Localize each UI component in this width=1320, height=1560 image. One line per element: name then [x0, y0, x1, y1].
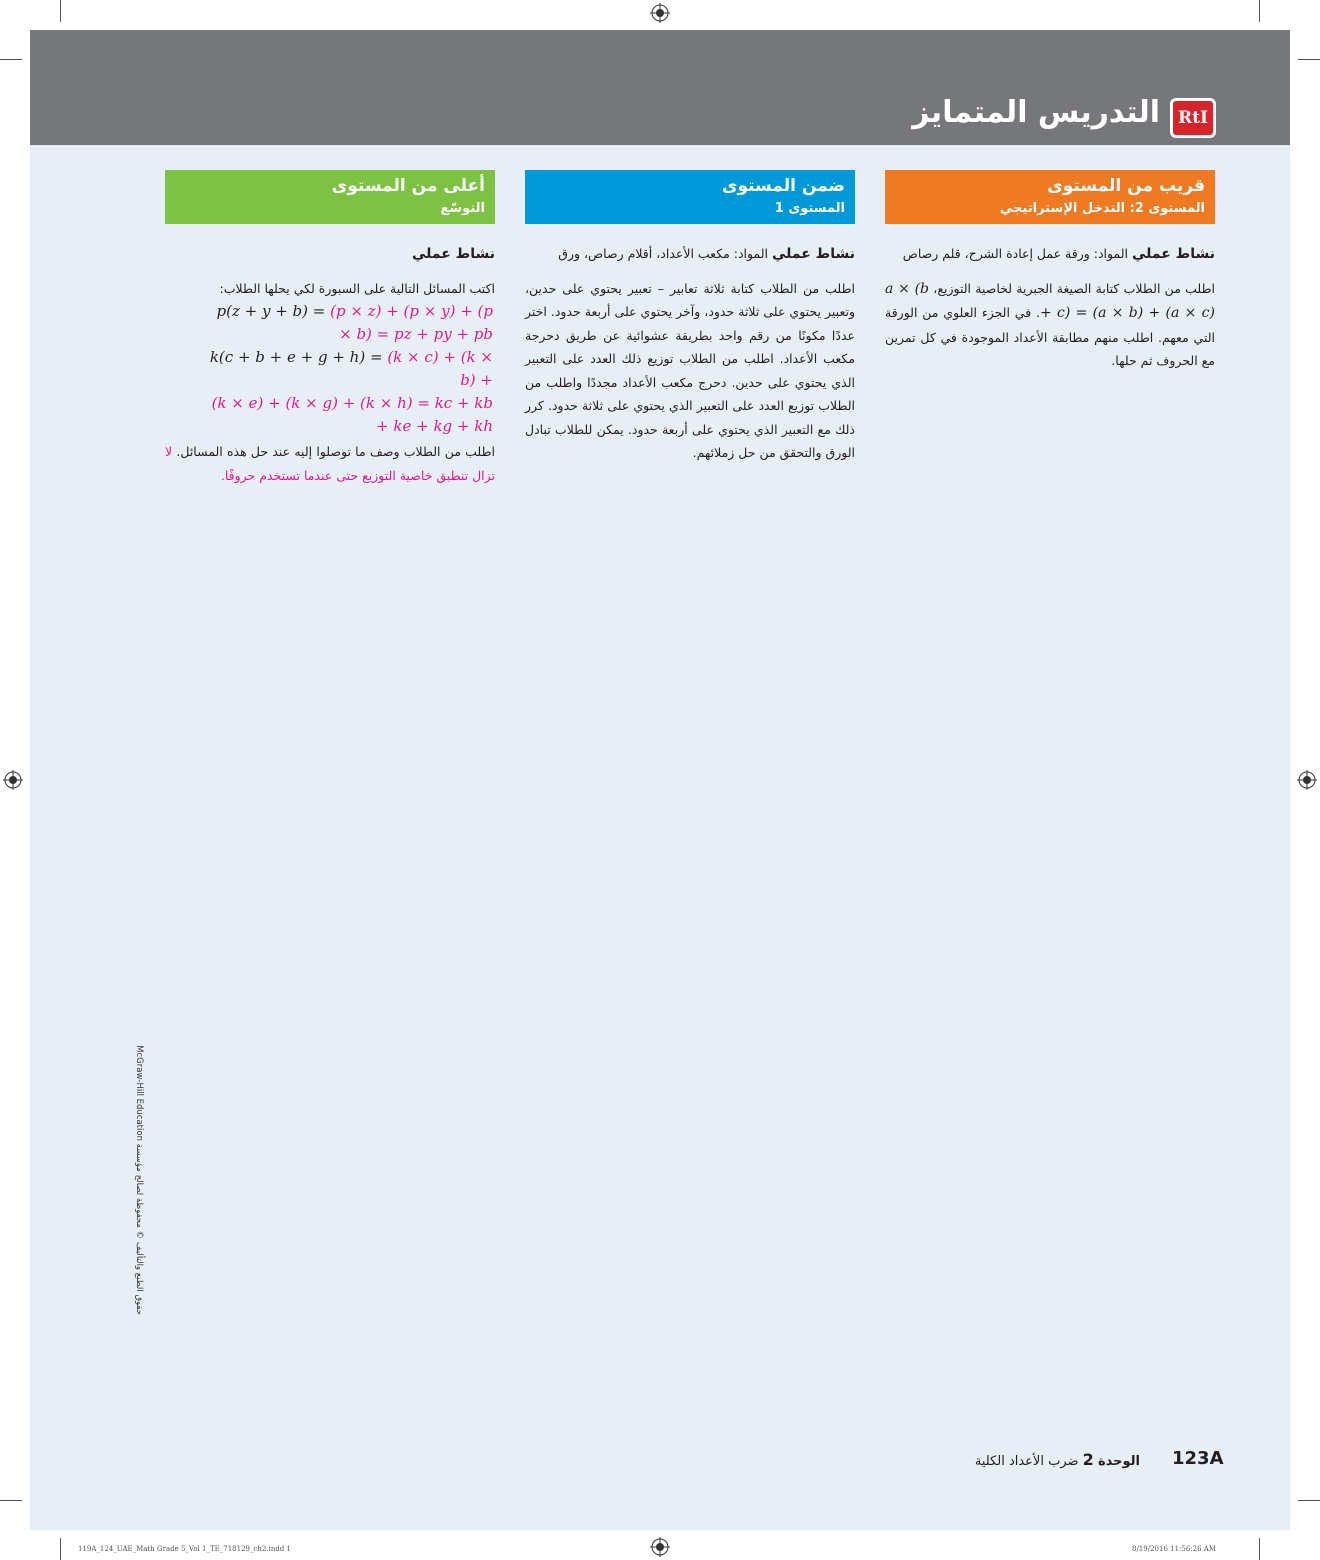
equation-answer: (p × z) + (p × y) + (p [330, 302, 493, 320]
closing-instructions [165, 440, 495, 487]
column-subtitle: التوسّع [440, 201, 485, 216]
registration-mark-icon [650, 3, 670, 23]
crop-mark [0, 59, 22, 60]
distributive-formula: a × (b + c) = (a × b) + (a × c) [885, 280, 1215, 321]
equation-answer-continued: b) + [460, 371, 493, 389]
equation-answer-continued: (k × e) + (k × g) + (k × h) = kc + kb [211, 394, 493, 412]
crop-mark [1259, 1538, 1260, 1560]
page-title: التدريس المتمايز [912, 95, 1160, 130]
materials-line [885, 242, 1215, 267]
column-header-approaching [885, 170, 1215, 224]
column-on-level [525, 170, 855, 465]
equation-expression: p(z + y + b) = [216, 302, 331, 320]
column-body [165, 224, 495, 487]
activity-heading [165, 242, 495, 267]
activity-label: نشاط عملي [411, 246, 495, 262]
copyright-notice: حقوق الطبع والتأليف © محفوظة لصالح مؤسسة McGraw-Hill Education [134, 1045, 144, 1315]
unit-label [975, 1450, 1140, 1469]
column-body [525, 224, 855, 465]
unit-title: ضرب الأعداد الكلية [974, 1454, 1079, 1469]
column-header-beyond [165, 170, 495, 224]
print-slug-file: 119A_124_UAE_Math Grade 5_Vol 1_TE_718129_ch2.indd 1 [78, 1545, 291, 1553]
activity-instructions: اطلب من الطلاب كتابة الصيغة الجبرية لخاصية التوزيع، a × (b + c) = (a × b) + (a × c). في الجزء العلوي من الورقة التي معهم. اطلب منهم مطابقة الأعداد الموجودة في كل تمرين مع الحروف ثم حلها. [885, 280, 1215, 368]
materials-text: المواد: مكعب الأعداد، أقلام رصاص، ورق [558, 246, 768, 261]
column-header-on-level [525, 170, 855, 224]
problems-intro: اكتب المسائل التالية على السبورة لكي يحلها الطلاب: [219, 280, 495, 296]
equation-1 [165, 300, 495, 346]
crop-mark [1298, 1500, 1320, 1501]
page-number: 123A [1172, 1448, 1224, 1469]
unit-word: الوحدة [1097, 1454, 1140, 1469]
materials-text: المواد: ورقة عمل إعادة الشرح، قلم رصاص [902, 246, 1128, 261]
column-title: أعلى من المستوى [331, 176, 485, 196]
equation-answer-continued: + ke + kg + kh [376, 417, 493, 435]
crop-mark [60, 1538, 61, 1560]
column-approaching-level [885, 170, 1215, 373]
print-slug-date: 8/19/2016 11:56:26 AM [1132, 1545, 1217, 1553]
crop-mark [1259, 0, 1260, 22]
registration-mark-icon [3, 770, 23, 790]
activity-label: نشاط عملي [771, 246, 855, 262]
closing-text: اطلب من الطلاب وصف ما توصلوا إليه عند حل هذه المسائل. [176, 444, 495, 459]
column-beyond-level [165, 170, 495, 487]
registration-mark-icon [1297, 770, 1317, 790]
materials-line [525, 242, 855, 267]
column-title: قريب من المستوى [1047, 176, 1205, 196]
activity-instructions: اطلب من الطلاب كتابة ثلاثة تعابير – تعبير يحتوي على حدين، وتعبير يحتوي على ثلاثة حدود، وآخر يحتوي على أربعة حدود. اختر عددًا مكونًا من رقم واحد بطريقة عشوائية عن طريق دحرجة مكعب الأعداد. اطلب من الطلاب توزيع ذلك العدد على التعبير الذي يحتوي على حدين. دحرج مكعب الأعداد مجددًا واطلب من الطلاب توزيع العدد على التعبير الذي يحتوي على ثلاثة حدود. كرر ذلك مع التعبير الذي يحتوي على أربعة حدود. يمكن للطلاب تبادل الورق والتحقق من حل زملائهم. [525, 280, 855, 460]
closing-answer: لا تزال تنطبق خاصية التوزيع حتى عندما تستخدم حروفًا. [165, 444, 495, 483]
unit-number: 2 [1082, 1450, 1094, 1469]
rti-badge: RtI [1170, 98, 1216, 138]
equation-2 [165, 346, 495, 438]
instruction-text: اطلب من الطلاب كتابة الصيغة الجبرية لخاصية التوزيع، [933, 280, 1215, 296]
crop-mark [1298, 59, 1320, 60]
crop-mark [0, 1500, 22, 1501]
equation-answer-continued: × b) = pz + py + pb [339, 325, 493, 343]
crop-mark [60, 0, 61, 22]
equation-expression: k(c + b + e + g + h) = [209, 348, 388, 366]
activity-label: نشاط عملي [1131, 246, 1215, 262]
column-title: ضمن المستوى [721, 176, 845, 196]
equation-answer: (k × c) + (k × [387, 348, 493, 366]
instruction-text-continued: في الجزء العلوي من الورقة التي معهم. اطلب منهم مطابقة الأعداد الموجودة في كل تمرين مع الحروف ثم حلها. [885, 305, 1215, 368]
column-subtitle: المستوى 1 [774, 201, 845, 216]
column-subtitle: المستوى 2: التدخل الإستراتيجي [999, 201, 1205, 216]
column-body [885, 224, 1215, 373]
registration-mark-icon [650, 1537, 670, 1557]
